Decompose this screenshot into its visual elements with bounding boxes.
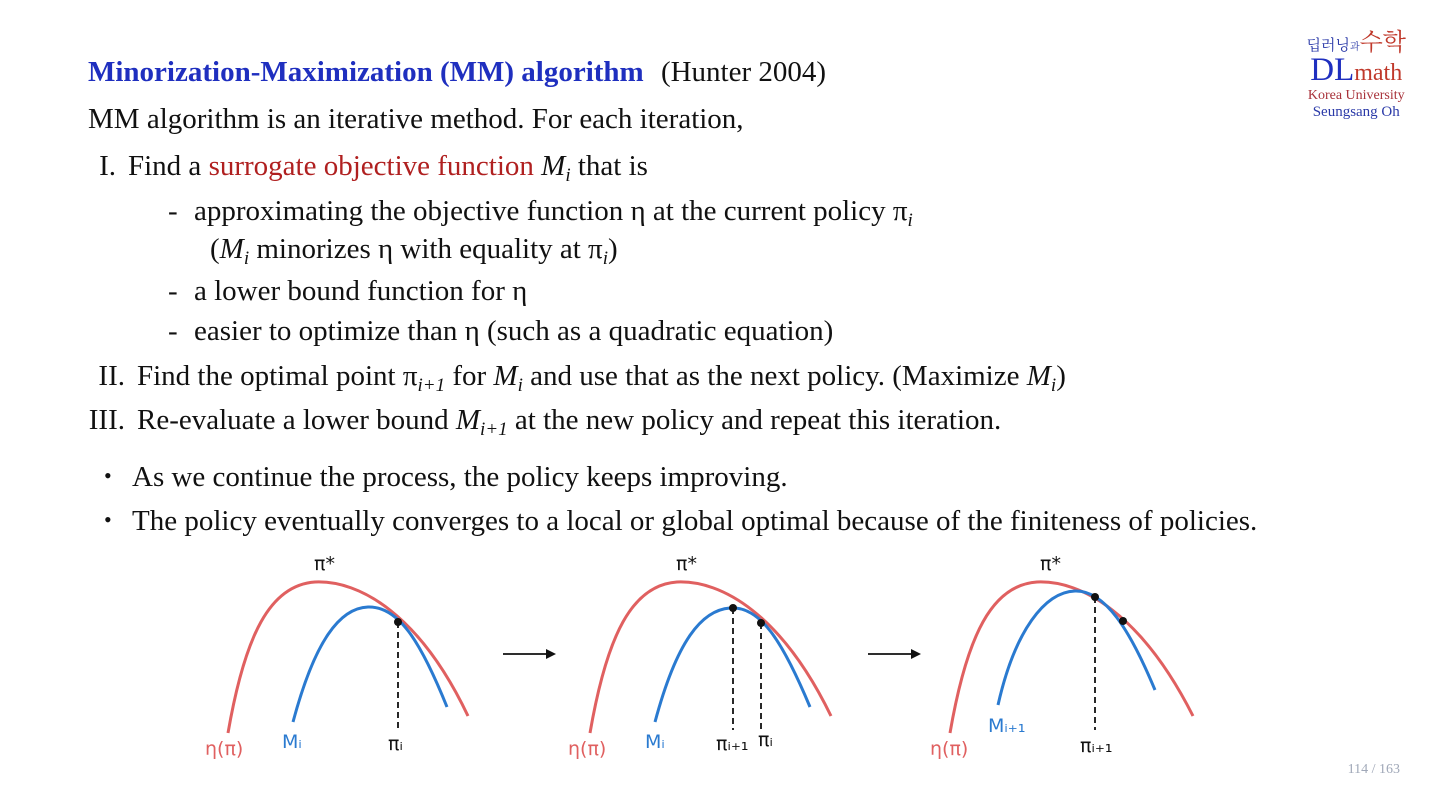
surrogate-term: surrogate objective function: [208, 150, 534, 182]
sub-item-lower-bound: - a lower bound function for η: [168, 275, 528, 307]
eta-label: η(π): [568, 738, 607, 760]
sub-item-a1-text: approximating the objective function η at the current policy π: [194, 195, 908, 227]
sub-item-easier: - easier to optimize than η (such as a quadratic equation): [168, 315, 834, 347]
pi-i1-label: πᵢ₊₁: [1080, 735, 1113, 757]
title-line: [88, 56, 826, 89]
m-curve: [293, 607, 447, 722]
step-2-s1: i+1: [417, 375, 446, 396]
step-3-m1: M: [455, 404, 481, 436]
panel-2: [568, 553, 831, 760]
panel-1: [205, 553, 468, 760]
page-number: 114 / 163: [1347, 762, 1400, 777]
slide-title: Minorization-Maximization (MM) algorithm: [88, 56, 644, 88]
logo-korean: [1306, 30, 1406, 54]
pi-star-label: π*: [314, 553, 335, 575]
sub-item-a1-sub: i: [907, 210, 913, 231]
step-3-t2: at the new policy and repeat this iteration.: [507, 404, 1002, 436]
sub-item-minorizes: [210, 233, 618, 269]
bullet-item-2: • The policy eventually converges to a local or global optimal because of the finiteness of policies.: [104, 505, 1258, 537]
mm-diagram: [0, 540, 1440, 770]
eta-label: η(π): [205, 738, 244, 760]
logo-author: Seungsang Oh: [1312, 104, 1400, 120]
pi-star-label: π*: [676, 553, 697, 575]
logo: [1306, 30, 1406, 120]
m-label: Mᵢ: [645, 731, 665, 753]
sub-item-a2-mid: minorizes η with equality at π: [249, 233, 603, 265]
step-1: [66, 150, 648, 186]
step-1-text-post: that is: [570, 150, 648, 182]
step-3-t1: Re-evaluate a lower bound: [137, 404, 456, 436]
logo-math: math: [1354, 60, 1403, 86]
step-2: [75, 360, 1066, 396]
arrow-1: [503, 649, 556, 659]
step-2-m2: M: [1026, 360, 1051, 392]
bullet-1-text: As we continue the process, the policy keeps improving.: [132, 461, 788, 493]
logo-korean-1: 딥러닝: [1306, 36, 1350, 54]
m-curve: [998, 591, 1155, 705]
sub-item-a2-end: ): [607, 233, 618, 265]
step-2-m1: M: [493, 360, 518, 392]
step-3-number: III.: [88, 404, 125, 436]
sub-item-a2-pre: (: [210, 233, 220, 265]
logo-dl: DL: [1310, 52, 1355, 88]
sub-item-b-text: a lower bound function for η: [194, 275, 528, 307]
step-2-t3: and use that as the next policy. (Maximize: [522, 360, 1027, 392]
sub-item-a2-sym: M: [219, 233, 244, 265]
touch-point: [1119, 617, 1127, 625]
eta-curve: [950, 582, 1193, 733]
sub-item-c-text: easier to optimize than η (such as a quadratic equation): [194, 315, 834, 347]
bullet-2-text: The policy eventually converges to a local or global optimal because of the finiteness of policies.: [132, 505, 1258, 537]
step-2-s2: i: [517, 375, 523, 396]
pi-i-label: πᵢ: [388, 733, 403, 755]
step-1-number: I.: [99, 150, 116, 182]
pi-i1-label: πᵢ₊₁: [716, 733, 749, 755]
eta-curve: [228, 582, 468, 733]
step-1-symbol: M: [541, 150, 566, 182]
eta-label: η(π): [930, 738, 969, 760]
pi-i-label: πᵢ: [758, 729, 773, 751]
pi-star-label: π*: [1040, 553, 1061, 575]
sub-item-a2-sub: i: [243, 248, 250, 269]
logo-korean-small: 과: [1349, 42, 1360, 53]
step-3: [75, 404, 1002, 440]
m-label: Mᵢ: [282, 731, 302, 753]
step-2-t1: Find the optimal point π: [137, 360, 418, 392]
eta-curve: [590, 582, 831, 733]
step-2-number: II.: [98, 360, 125, 392]
m-curve: [655, 608, 810, 722]
step-2-t2: for: [445, 360, 494, 392]
step-1-subscript: i: [565, 165, 571, 186]
title-reference: (Hunter 2004): [660, 56, 827, 88]
arrow-2: [868, 649, 921, 659]
sub-item-a2-sub2: i: [602, 248, 608, 269]
step-3-s1: i+1: [480, 419, 508, 440]
step-2-t4: ): [1056, 360, 1066, 392]
step-1-text-pre: Find a: [128, 150, 209, 182]
m-label: Mᵢ₊₁: [988, 715, 1026, 737]
logo-university: Korea University: [1307, 88, 1405, 103]
panel-3: [930, 553, 1193, 760]
bullet-item-1: • As we continue the process, the policy keeps improving.: [104, 461, 788, 493]
sub-item-approximating: - approximating the objective function η at the current policy $\pi_i$: [168, 195, 913, 231]
intro-text: MM algorithm is an iterative method. For each iteration,: [88, 103, 744, 135]
step-2-s3: i: [1050, 375, 1057, 396]
logo-korean-2: 수학: [1359, 28, 1406, 56]
